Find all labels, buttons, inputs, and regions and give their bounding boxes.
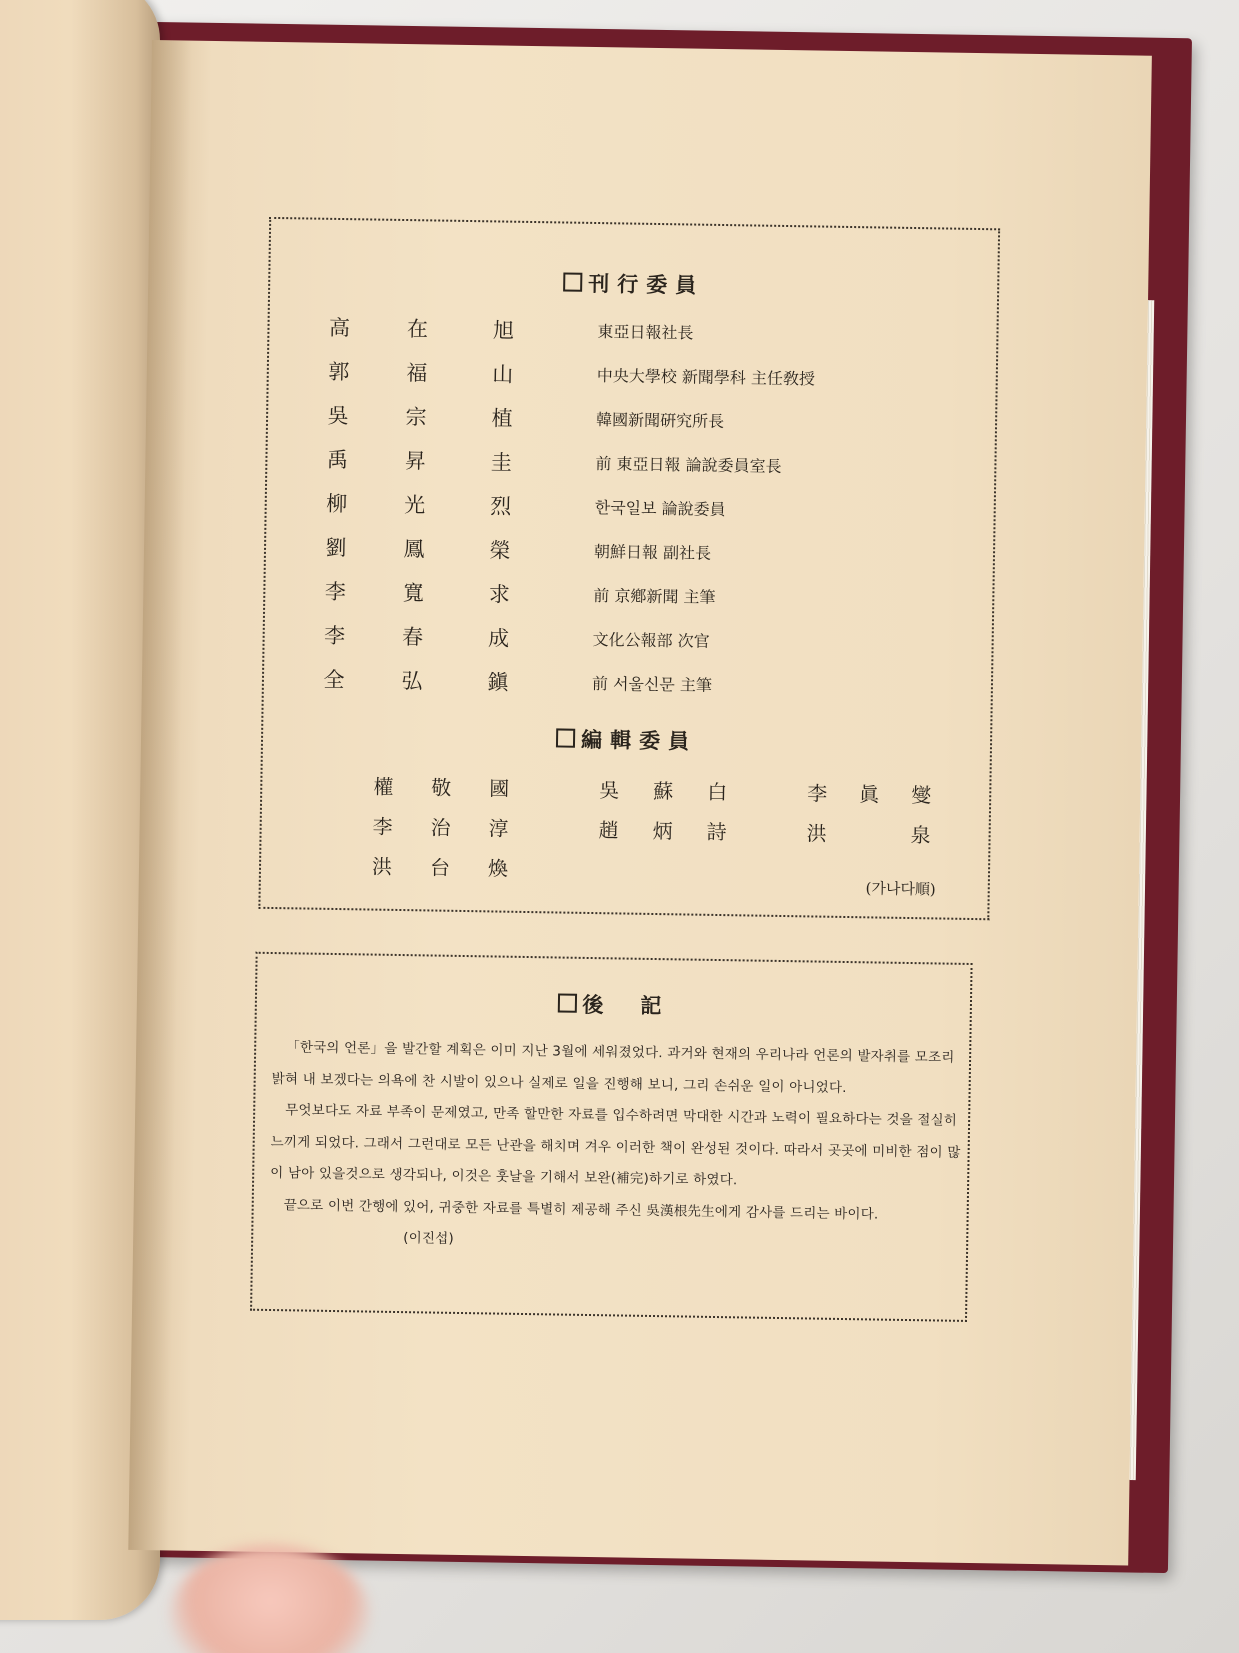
editor-name-char: 燮: [911, 783, 932, 808]
editor-name-char: 敬: [431, 775, 452, 800]
editor-name-char: 吳: [599, 778, 620, 803]
editors-heading: [263, 719, 990, 760]
member-position: 前 京鄕新聞 主筆: [593, 586, 716, 607]
afterword-box: [250, 952, 973, 1322]
editor-name-char: 洪: [371, 854, 393, 879]
afterword-heading: [257, 984, 970, 1025]
editor-name-char: 泉: [910, 823, 931, 848]
editor-name-char: 趙: [598, 818, 619, 843]
member-row: [264, 663, 991, 710]
member-row: [266, 487, 993, 534]
editor-name-char: 白: [707, 779, 728, 805]
editor-name-char: 詩: [706, 819, 727, 845]
editor-name-char: 煥: [487, 856, 509, 881]
member-name-char: 春: [401, 625, 424, 650]
member-position: 前 東亞日報 論說委員室長: [595, 454, 782, 476]
member-name-char: 全: [323, 667, 345, 693]
member-row: [264, 619, 991, 666]
member-name-char: 成: [487, 626, 510, 651]
afterword-paragraph: 「한국의 언론」을 발간할 계획은 이미 지난 3월에 세워졌었다. 과거와 현재의 우리나라 언론의 발자취를 모조리 밝혀 내 보겠다는 의욕에 찬 시발이 있으나 실제로 일을 진행해 보니, 그리 손쉬운 일이 아니었다.: [271, 1039, 955, 1096]
member-name-char: 榮: [489, 538, 511, 563]
member-row: [269, 355, 996, 402]
member-row: [268, 399, 995, 446]
member-name-char: 禹: [326, 447, 349, 473]
member-position: 朝鮮日報 副社長: [593, 542, 712, 563]
member-name-char: 李: [324, 579, 347, 605]
member-row: [265, 575, 992, 622]
member-name-char: 山: [492, 362, 514, 387]
order-note: (가나다順): [865, 879, 936, 899]
member-name-char: 光: [404, 493, 426, 518]
member-position: 中央大學校 新聞學科 主任敎授: [596, 366, 816, 389]
square-bullet-icon: [556, 728, 575, 747]
editor-name-char: 炳: [652, 818, 673, 844]
member-name-char: 旭: [492, 318, 515, 343]
member-row: [267, 443, 994, 490]
afterword-paragraph: 무엇보다도 자료 부족이 문제였고, 만족 할만한 자료를 입수하려면 막대한 시간과 노력이 필요하다는 것을 절실히 느끼게 되었다. 그래서 그런대로 모든 난관을 해치며 겨우 이러한 책이 완성된 것이다. 따라서 곳곳에 미비한 점이 많이 남아 있을것으로 생각되나, 이것은 훗날을 기해서 보완(補完)하기로 하였다.: [270, 1102, 961, 1189]
editor-name-char: 淳: [488, 816, 509, 841]
editor-row: [261, 809, 988, 856]
member-name-char: 宗: [405, 405, 427, 430]
member-position: 東亞日報社長: [597, 322, 694, 343]
afterword-body: [269, 1032, 962, 1263]
member-name-char: 吳: [327, 403, 349, 429]
editor-name-char: 台: [429, 855, 451, 880]
afterword-paragraph: [269, 1189, 960, 1263]
member-position: 한국일보 論說委員: [594, 498, 726, 520]
editor-name-char: 李: [807, 781, 828, 806]
editor-name-char: 洪: [806, 821, 827, 846]
member-name-char: 植: [491, 406, 513, 431]
editors-heading-text: 編輯委員: [580, 726, 698, 754]
member-name-char: 柳: [326, 491, 348, 517]
member-name-char: 在: [406, 317, 429, 342]
member-position: 韓國新聞硏究所長: [595, 410, 725, 432]
editor-name-char: 國: [489, 776, 510, 801]
afterword-paragraph-text: 끝으로 이번 간행에 있어, 귀중한 자료를 특별히 제공해 주신 吳漢根先生에게 감사를 드리는 바이다.: [283, 1196, 879, 1223]
editor-name-char: 眞: [859, 782, 880, 807]
afterword-signature: (이진섭): [403, 1230, 455, 1247]
member-name-char: 劉: [325, 535, 347, 561]
member-name-char: 高: [328, 315, 351, 341]
member-name-char: 郭: [328, 359, 350, 385]
afterword-heading-text: 後 記: [582, 991, 670, 1019]
editor-name-char: 治: [430, 815, 451, 840]
member-name-char: 鎭: [487, 670, 509, 695]
square-bullet-icon: [557, 993, 576, 1012]
member-row: [266, 531, 993, 578]
member-name-char: 寬: [402, 581, 425, 606]
member-name-char: 李: [323, 623, 346, 649]
member-name-char: 弘: [401, 668, 423, 694]
member-row: [269, 311, 996, 358]
right-page: [128, 40, 1152, 1566]
member-name-char: 昇: [404, 449, 427, 474]
square-bullet-icon: [563, 272, 582, 291]
committee-heading-text: 刊行委員: [588, 270, 705, 298]
committee-box: [258, 217, 1000, 920]
member-name-char: 鳳: [403, 537, 425, 562]
editor-row: [262, 769, 989, 816]
editor-name-char: 李: [372, 814, 393, 839]
member-name-char: 福: [406, 361, 428, 386]
editor-name-char: 蘇: [653, 778, 674, 804]
member-name-char: 求: [488, 582, 511, 607]
member-name-char: 烈: [490, 494, 512, 519]
editor-name-char: 權: [373, 774, 394, 799]
member-name-char: 圭: [490, 450, 513, 475]
committee-heading: [270, 263, 997, 304]
member-position: 文化公報部 次官: [592, 629, 710, 651]
member-position: 前 서울신문 主筆: [591, 673, 713, 695]
